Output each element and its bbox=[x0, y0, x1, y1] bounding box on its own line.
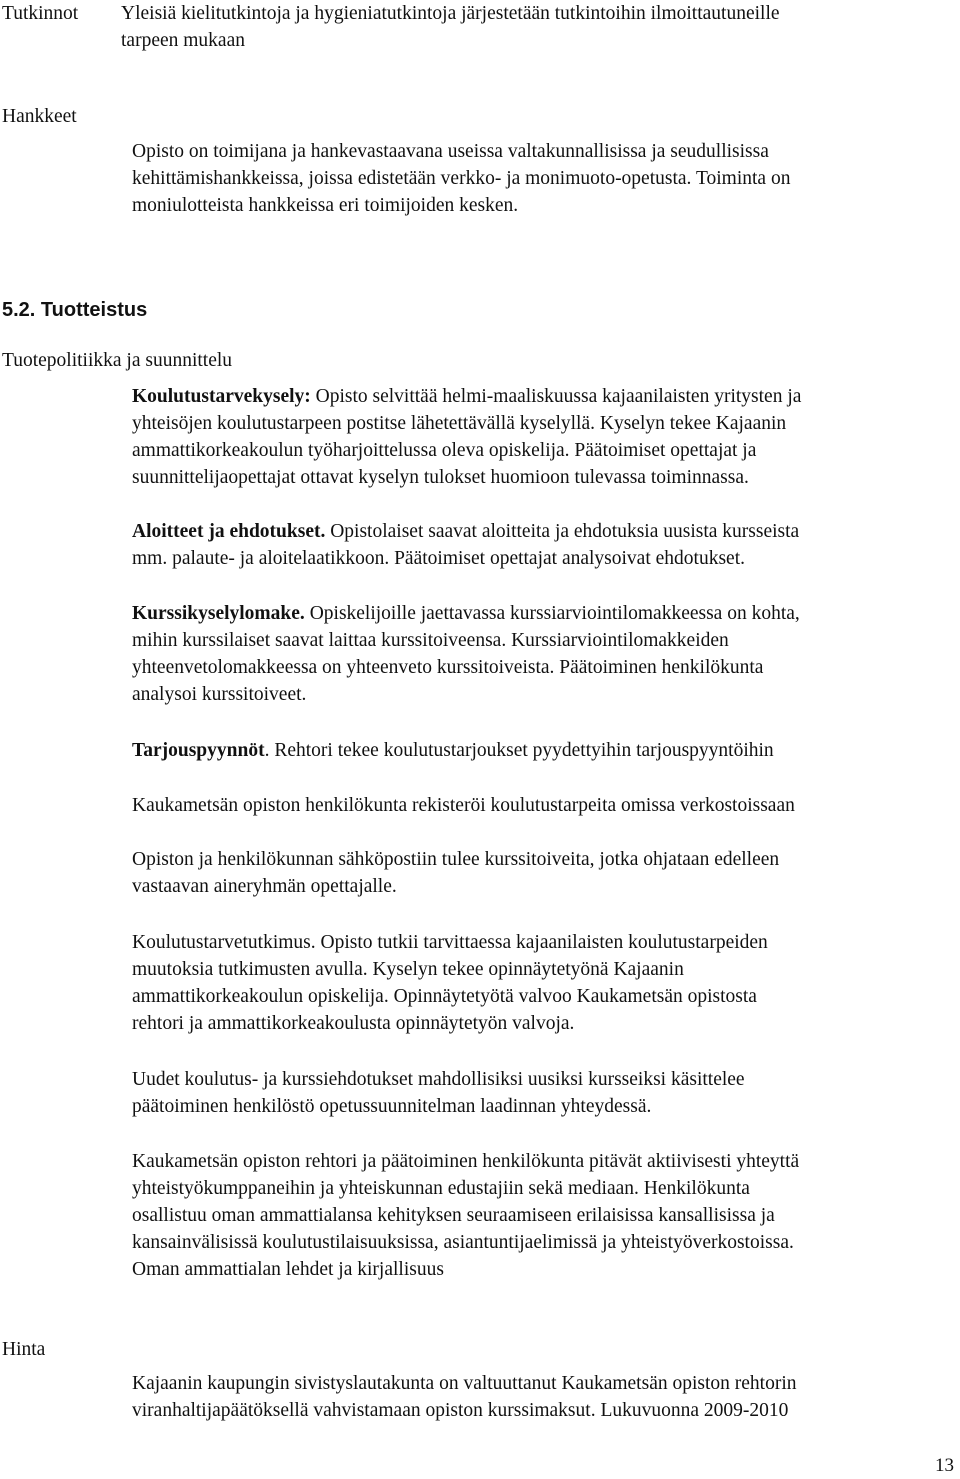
paragraph-lead: Koulutustarvekysely: bbox=[132, 386, 311, 407]
text-line: yhteistyökumppaneihin ja yhteiskunnan edustajiin sekä mediaan. Henkilökunta bbox=[132, 1178, 750, 1199]
section-subheading: Tuotepolitiikka ja suunnittelu bbox=[2, 350, 233, 371]
text-line bbox=[132, 383, 954, 410]
section-heading: 5.2. Tuotteistus bbox=[2, 299, 148, 321]
paragraph-lead: Kurssikyselylomake. bbox=[132, 603, 305, 624]
rekisterointi-paragraph bbox=[132, 792, 954, 819]
text-line: Oman ammattialan lehdet ja kirjallisuus bbox=[132, 1259, 444, 1280]
text-line: Koulutustarvetutkimus. Opisto tutkii tarvittaessa kajaanilaisten koulutustarpeiden bbox=[132, 932, 768, 953]
text-line: ammattikorkeakoulun opiskelija. Opinnäytetyötä valvoo Kaukametsän opistosta bbox=[132, 986, 757, 1007]
text-line: vastaavan aineryhmän opettajalle. bbox=[132, 876, 397, 897]
text-line bbox=[132, 518, 954, 545]
text-line: mm. palaute- ja aloitelaatikkoon. Päätoimiset opettajat analysoivat ehdotukset. bbox=[132, 548, 745, 569]
koulutustarvekysely-paragraph bbox=[132, 383, 954, 491]
koulutustarvetutkimus-paragraph bbox=[132, 929, 954, 1037]
text-line: Uudet koulutus- ja kurssiehdotukset mahdollisiksi uusiksi kursseiksi käsittelee bbox=[132, 1069, 745, 1090]
text-line: ammattikorkeakoulun työharjoittelussa oleva opiskelija. Päätoimiset opettajat ja bbox=[132, 440, 757, 461]
text-line: yhteenvetolomakkeessa on yhteenveto kurssitoiveista. Päätoiminen henkilökunta bbox=[132, 657, 764, 678]
text-line bbox=[132, 600, 954, 627]
paragraph-lead: Aloitteet ja ehdotukset. bbox=[132, 521, 326, 542]
hankkeet-label: Hankkeet bbox=[2, 106, 77, 127]
text-line: Kaukametsän opiston henkilökunta rekisteröi koulutustarpeita omissa verkostoissaan bbox=[132, 795, 795, 816]
sahkoposti-paragraph bbox=[132, 846, 954, 900]
page-number: 13 bbox=[935, 1455, 954, 1476]
text-line: kansainvälisissä koulutustilaisuuksissa, asiantuntijaelimissä ja yhteistyöverkostoissa. bbox=[132, 1232, 794, 1253]
text-line: moniulotteista hankkeissa eri toimijoiden kesken. bbox=[132, 195, 519, 216]
text-line: mihin kurssilaiset saavat laittaa kurssitoiveensa. Kurssiarviointilomakkeiden bbox=[132, 630, 729, 651]
text-line: viranhaltijapäätöksellä vahvistamaan opiston kurssimaksut. Lukuvuonna 2009-2010 bbox=[132, 1400, 789, 1421]
aloitteet-paragraph bbox=[132, 518, 954, 572]
text-line: muutoksia tutkimusten avulla. Kyselyn tekee opinnäytetyönä Kajaanin bbox=[132, 959, 684, 980]
text-line bbox=[132, 737, 954, 764]
yhteistyo-paragraph bbox=[132, 1148, 954, 1283]
text-line: Opiston ja henkilökunnan sähköpostiin tulee kurssitoiveita, jotka ohjataan edelleen bbox=[132, 849, 780, 870]
tarjouspyynnot-paragraph bbox=[132, 737, 954, 764]
text-line: Kaukametsän opiston rehtori ja päätoiminen henkilökunta pitävät aktiivisesti yhteyttä bbox=[132, 1151, 800, 1172]
text-line: kehittämishankkeissa, joissa edistetään verkko- ja monimuoto-opetusta. Toiminta on bbox=[132, 168, 791, 189]
text-span: Opisto selvittää helmi-maaliskuussa kajaanilaisten yritysten ja bbox=[310, 386, 802, 407]
text-span: Opistolaiset saavat aloitteita ja ehdotuksia uusista kursseista bbox=[325, 521, 800, 542]
text-line: yhteisöjen koulutustarpeen postitse lähetettävällä kyselyllä. Kyselyn tekee Kajaanin bbox=[132, 413, 787, 434]
tutkinnot-label: Tutkinnot bbox=[2, 3, 79, 24]
text-line: tarpeen mukaan bbox=[121, 30, 245, 51]
hinta-label: Hinta bbox=[2, 1339, 46, 1360]
text-line: Yleisiä kielitutkintoja ja hygieniatutkintoja järjestetään tutkintoihin ilmoittautuneille bbox=[121, 3, 780, 24]
text-span: Opiskelijoille jaettavassa kurssiarviointilomakkeessa on kohta, bbox=[304, 603, 800, 624]
text-span: . Rehtori tekee koulutustarjoukset pyydettyihin tarjouspyyntöihin bbox=[264, 740, 774, 761]
text-line: Kajaanin kaupungin sivistyslautakunta on valtuuttanut Kaukametsän opiston rehtorin bbox=[132, 1373, 797, 1394]
tutkinnot-text bbox=[121, 0, 951, 54]
text-line: osallistuu oman ammattialansa kehityksen seuraamiseen erilaisissa kansallisissa ja bbox=[132, 1205, 775, 1226]
text-line: rehtori ja ammattikorkeakoulusta opinnäytetyön valvoja. bbox=[132, 1013, 575, 1034]
text-line: analysoi kurssitoiveet. bbox=[132, 684, 307, 705]
hankkeet-text bbox=[132, 138, 954, 219]
text-line: suunnittelijaopettajat ottavat kyselyn tulokset huomioon tulevassa toiminnassa. bbox=[132, 467, 749, 488]
hinta-text bbox=[132, 1370, 954, 1424]
paragraph-lead: Tarjouspyynnöt bbox=[132, 740, 265, 761]
text-line: päätoiminen henkilöstö opetussuunnitelman laadinnan yhteydessä. bbox=[132, 1096, 652, 1117]
kurssikysely-paragraph bbox=[132, 600, 954, 708]
uudet-paragraph bbox=[132, 1066, 954, 1120]
text-line: Opisto on toimijana ja hankevastaavana useissa valtakunnallisissa ja seudullisissa bbox=[132, 141, 769, 162]
